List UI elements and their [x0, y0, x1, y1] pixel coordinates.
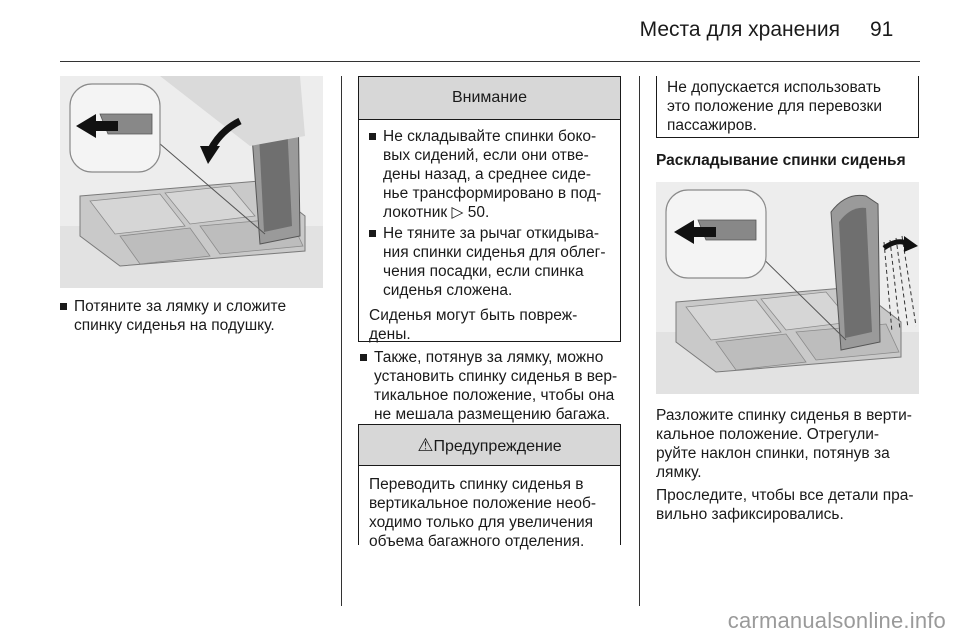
warning-header — [359, 425, 620, 466]
seat-unfold-drawing — [656, 182, 919, 394]
warning-triangle-icon: ⚠ — [417, 435, 434, 455]
warning-line: объема багажного отделения. — [369, 533, 585, 550]
attention-bullet-lever — [369, 224, 614, 304]
fold-instruction-line: спинку сиденья на подушку. — [74, 317, 275, 334]
attention-note-line: дены. — [369, 326, 411, 343]
page-title: Места для хранения — [639, 18, 840, 41]
attention-line: нье трансформировано в под- — [383, 185, 602, 202]
warning-box — [358, 424, 621, 550]
seat-fold-drawing — [60, 76, 323, 288]
watermark-link[interactable]: carmanualsonline.info — [727, 608, 946, 633]
attention-title: Внимание — [359, 77, 620, 120]
fold-instruction-line: Потяните за лямку и сложите — [74, 298, 287, 315]
seat-unfold-illustration — [656, 182, 919, 394]
unfold-line: вильно зафиксировались. — [656, 506, 844, 523]
upright-line: не мешала размещению багажа. — [374, 406, 610, 423]
warning-title: Предупреждение — [433, 438, 562, 455]
attention-note-line: Сиденья могут быть повреж- — [369, 307, 578, 324]
unfold-line: Проследите, чтобы все детали пра- — [656, 487, 914, 504]
attention-line-page-ref[interactable]: локотник ▷ 50. — [383, 204, 490, 221]
bullet-square-icon — [360, 354, 367, 361]
attention-note — [369, 306, 614, 344]
section-heading-unfold-seatback: Раскладывание спинки сиденья — [656, 152, 906, 169]
attention-line: сиденья сложена. — [383, 282, 513, 299]
unfold-line: кальное положение. Отрегули- — [656, 426, 880, 443]
unfold-line: Разложите спинку сиденья в верти- — [656, 407, 912, 424]
column-divider-left — [341, 76, 342, 606]
unfold-paragraph-1 — [656, 406, 926, 482]
upright-line: установить спинку сиденья в вер- — [374, 368, 618, 385]
attention-line: Не тяните за рычаг откидыва- — [383, 225, 599, 242]
bullet-square-icon — [369, 230, 376, 237]
page-number: 91 — [870, 18, 894, 41]
warning-line: Переводить спинку сиденья в — [369, 476, 584, 493]
unfold-line: руйте наклон спинки, потянув за — [656, 445, 890, 462]
bullet-square-icon — [369, 133, 376, 140]
seat-fold-illustration — [60, 76, 323, 288]
upright-line: Также, потянув за лямку, можно — [374, 349, 604, 366]
attention-bullet-armrest — [369, 127, 614, 222]
attention-line: ния спинки сиденья для облег- — [383, 244, 606, 261]
attention-line: дены назад, а среднее сиде- — [383, 166, 592, 183]
warning-line: ходимо только для увеличения — [369, 514, 594, 531]
unfold-line: лямку. — [656, 464, 702, 481]
attention-line: вых сидений, если они отве- — [383, 147, 589, 164]
attention-line: Не складывайте спинки боко- — [383, 128, 597, 145]
warning-continued-line: Не допускается использовать — [667, 79, 881, 96]
attention-line: чения посадки, если спинка — [383, 263, 584, 280]
unfold-paragraph-2 — [656, 486, 926, 524]
bullet-square-icon — [60, 303, 67, 310]
warning-continued-line: пассажиров. — [667, 117, 757, 134]
warning-line: вертикальное положение необ- — [369, 495, 596, 512]
column-divider-right — [639, 76, 640, 606]
warning-box-continued — [656, 76, 919, 138]
warning-continued-line: это положение для перевозки — [667, 98, 882, 115]
attention-box — [358, 76, 621, 342]
header-rule — [60, 61, 920, 62]
upright-line: тикальное положение, чтобы она — [374, 387, 615, 404]
